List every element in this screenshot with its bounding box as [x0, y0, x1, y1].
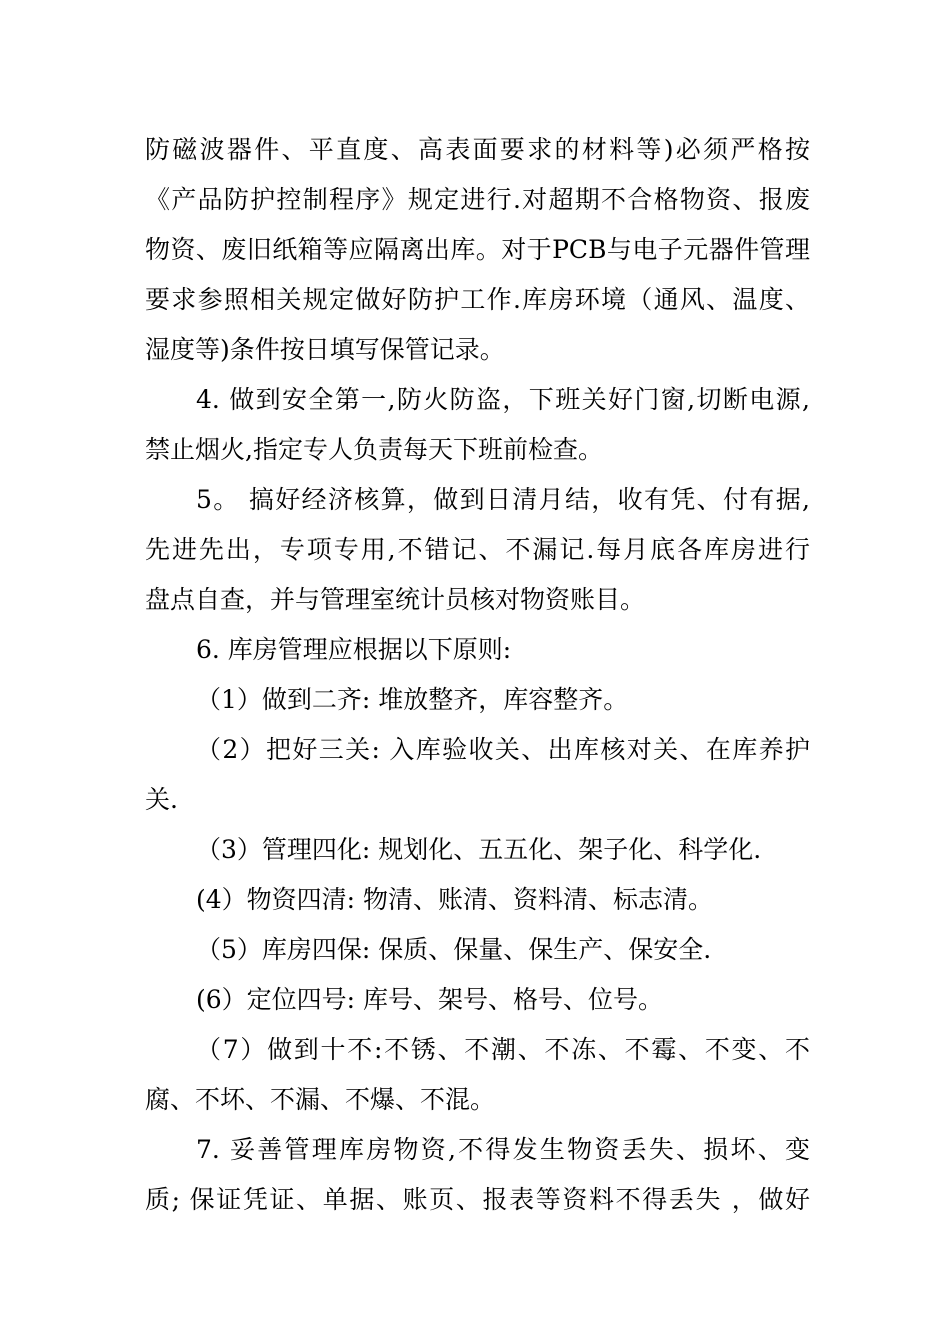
body-text-line: 质; 保证凭证、单据、账页、报表等资料不得丢失 ，做好 — [145, 1185, 810, 1214]
sub-item-5: （5）库房四保: 保质、保量、保生产、保安全. — [196, 935, 712, 964]
body-text-line: 湿度等)条件按日填写保管记录。 — [145, 335, 505, 364]
list-item-7: 7. 妥善管理库房物资,不得发生物资丢失、损坏、变 — [196, 1135, 810, 1164]
list-item-6: 6. 库房管理应根据以下原则: — [196, 635, 512, 664]
list-item-5: 5。 搞好经济核算，做到日清月结，收有凭、付有据, — [196, 485, 810, 514]
body-text-line: 禁止烟火,指定专人负责每天下班前检查。 — [145, 435, 603, 464]
body-text-line: 腐、不坏、不漏、不爆、不混。 — [145, 1085, 496, 1114]
sub-item-6: (6）定位四号: 库号、架号、格号、位号。 — [196, 985, 664, 1014]
body-text-line: 物资、废旧纸箱等应隔离出库。对于PCB与电子元器件管理 — [145, 235, 810, 264]
body-text-line: 《产品防护控制程序》规定进行.对超期不合格物资、报废 — [145, 185, 810, 214]
body-text-line: 防磁波器件、平直度、高表面要求的材料等)必须严格按 — [145, 135, 810, 164]
body-text-line: 先进先出，专项专用,不错记、不漏记.每月底各库房进行 — [145, 535, 810, 564]
list-item-4: 4. 做到安全第一,防火防盗，下班关好门窗,切断电源, — [196, 385, 810, 414]
sub-item-1: （1）做到二齐: 堆放整齐，库容整齐。 — [196, 685, 629, 714]
body-text-line: 要求参照相关规定做好防护工作.库房环境（通风、温度、 — [145, 285, 810, 314]
sub-item-3: （3）管理四化: 规划化、五五化、架子化、科学化. — [196, 835, 762, 864]
sub-item-2: （2）把好三关: 入库验收关、出库核对关、在库养护 — [196, 735, 810, 764]
body-text-line: 关. — [145, 785, 178, 814]
body-text-line: 盘点自查，并与管理室统计员核对物资账目。 — [145, 585, 646, 614]
sub-item-4: (4）物资四清: 物清、账清、资料清、标志清。 — [196, 885, 714, 914]
sub-item-7: （7）做到十不:不锈、不潮、不冻、不霉、不变、不 — [196, 1035, 810, 1064]
